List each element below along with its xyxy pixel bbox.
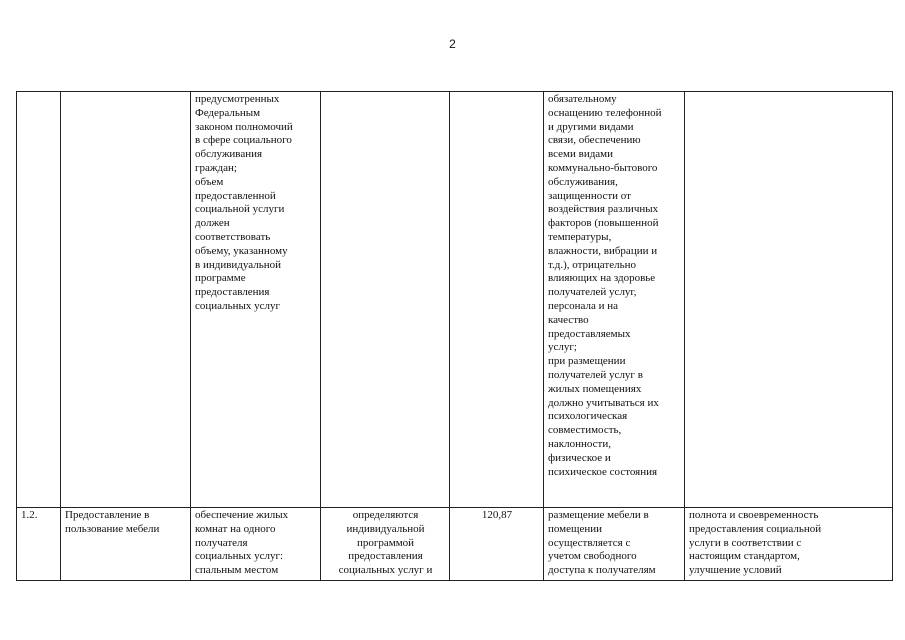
text-line: осуществляется с — [548, 536, 631, 549]
text-line: факторов (повышенной — [548, 217, 659, 230]
text-line: коммунально-бытового — [548, 161, 658, 174]
text-line: должен — [195, 217, 230, 230]
text-line: пользование мебели — [65, 522, 160, 535]
text-line: воздействия различных — [548, 203, 659, 216]
text-line: соответствовать — [195, 230, 271, 243]
text-line: всеми видами — [548, 148, 614, 161]
table-row-1-2 — [17, 508, 893, 581]
cell-rate: 120,87 — [450, 508, 544, 581]
text-line: оснащению телефонной — [548, 106, 662, 119]
text-line: объему, указанному — [195, 244, 288, 257]
text-line: получателей услуг в — [548, 368, 643, 381]
text-line: социальных услуг: — [195, 550, 284, 563]
text-line: определяются — [352, 509, 419, 521]
text-line: улучшение условий — [689, 564, 782, 577]
text-line: обслуживания — [195, 148, 263, 161]
text-line: получателей услуг, — [548, 286, 637, 299]
text-line: в индивидуальной — [195, 258, 281, 271]
text-line: физическое и — [548, 451, 611, 464]
text-line: услуг; — [548, 341, 577, 354]
cell-quality-continued — [544, 92, 685, 508]
text-line: программой — [356, 536, 415, 549]
text-line: спальным местом — [195, 564, 279, 577]
text-line: предоставления социальной — [689, 522, 822, 535]
text-line: социальной услуги — [195, 203, 285, 216]
text-line: совместимость, — [548, 424, 622, 437]
text-line: объем — [195, 175, 224, 188]
text-line: наклонности, — [548, 437, 611, 450]
text-line: защищенности от — [548, 189, 631, 202]
page-number: 2 — [449, 37, 456, 51]
text-line: предоставления — [348, 550, 423, 563]
cell-evaluation — [685, 508, 893, 581]
text-line: предоставления — [195, 286, 270, 299]
text-line: размещение мебели в — [548, 509, 649, 521]
cell-description-continued — [191, 92, 321, 508]
text-line: полнота и своевременность — [689, 509, 819, 521]
table-row-continued — [17, 92, 893, 508]
text-line: граждан; — [195, 161, 237, 174]
text-line: обязательному — [548, 93, 617, 105]
text-line: температуры, — [548, 230, 612, 243]
text-line: получателя — [195, 536, 248, 549]
text-line: обслуживания, — [548, 175, 618, 188]
text-line: настоящим стандартом, — [689, 550, 800, 563]
cell-description — [191, 508, 321, 581]
text-line: услуги в соответствии с — [689, 536, 802, 549]
text-line: качество — [548, 313, 589, 326]
text-line: социальных услуг — [195, 299, 281, 312]
text-line: индивидуальной — [346, 522, 425, 535]
text-line: комнат на одного — [195, 522, 276, 535]
text-line: Предоставление в — [65, 509, 150, 521]
text-line: программе — [195, 272, 246, 285]
cell-rate-continued — [450, 92, 544, 508]
cell-service-name-continued — [61, 92, 191, 508]
cell-terms-continued — [321, 92, 450, 508]
text-line: жилых помещениях — [548, 382, 642, 395]
cell-quality — [544, 508, 685, 581]
text-line: влияющих на здоровье — [548, 272, 656, 285]
cell-number: 1.2. — [17, 508, 61, 581]
text-line: Федеральным — [195, 106, 261, 119]
cell-service-name — [61, 508, 191, 581]
text-line: предоставленной — [195, 189, 276, 202]
text-line: законом полномочий — [195, 120, 293, 133]
text-line: связи, обеспечению — [548, 134, 641, 147]
text-line: персонала и на — [548, 299, 619, 312]
text-line: психическое состояния — [548, 465, 658, 478]
text-line: в сфере социального — [195, 134, 292, 147]
cell-evaluation-continued — [685, 92, 893, 508]
text-line: и другими видами — [548, 120, 634, 133]
text-line: социальных услуг и — [338, 564, 433, 577]
services-table — [16, 91, 893, 581]
text-line: предоставляемых — [548, 327, 631, 340]
text-line: т.д.), отрицательно — [548, 258, 636, 271]
cell-number-continued — [17, 92, 61, 508]
text-line: учетом свободного — [548, 550, 637, 563]
text-line: доступа к получателям — [548, 564, 656, 577]
text-line: помещении — [548, 522, 603, 535]
text-line: предусмотренных — [195, 93, 280, 105]
text-line: психологическая — [548, 410, 628, 423]
text-line: обеспечение жилых — [195, 509, 289, 521]
text-line: должно учитываться их — [548, 396, 659, 409]
text-line: влажности, вибрации и — [548, 244, 658, 257]
text-line: при размещении — [548, 355, 626, 368]
cell-terms — [321, 508, 450, 581]
